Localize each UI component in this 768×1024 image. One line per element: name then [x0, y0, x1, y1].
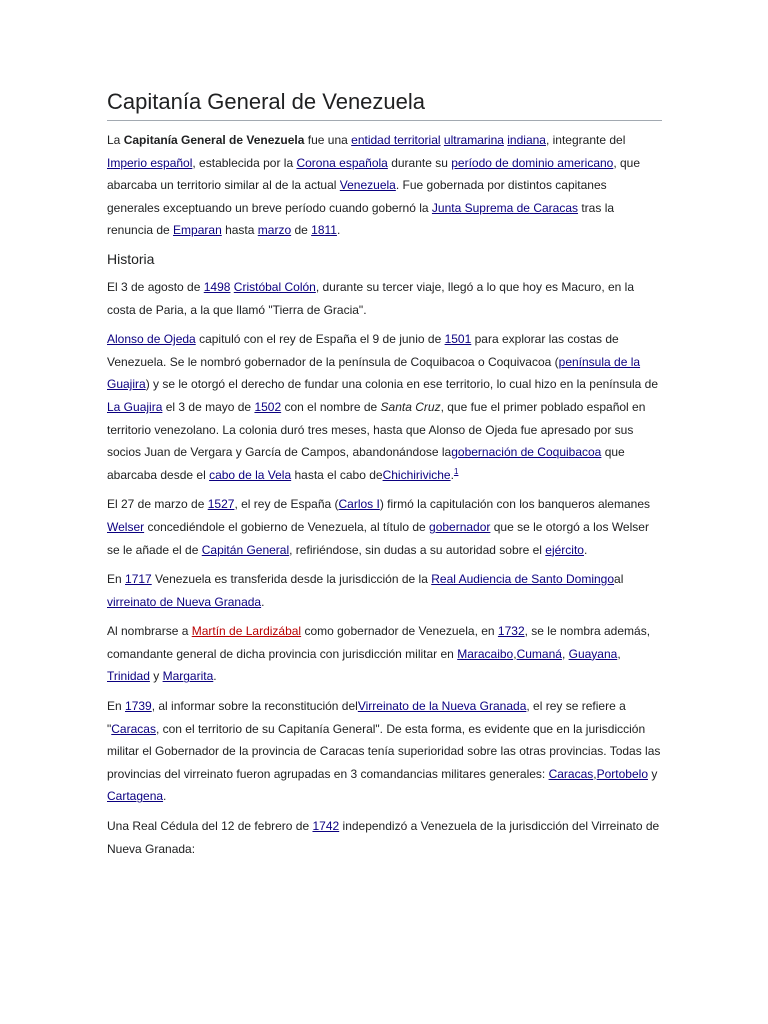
link-marzo[interactable]: marzo — [257, 223, 292, 238]
text-run: hasta el cabo de — [291, 467, 383, 482]
page-title: Capitanía General de Venezuela — [107, 88, 662, 121]
link-carlos-i[interactable]: Carlos I — [338, 497, 380, 512]
text-run: Venezuela es transferida desde la jurisdicción de la — [151, 572, 432, 587]
text-run: , con el territorio de su Capitanía General". De esta forma, es evidente que en la jurisdicción militar el Gobernador de la provincia de Caracas tenía superioridad sobre las otras provincias. Todas las provincias del virreinato fueron agrupadas en 3 comandancias militares generales: — [107, 721, 661, 781]
text-run: . — [261, 594, 265, 609]
history-paragraph — [107, 620, 662, 688]
text-run: concediéndole el gobierno de Venezuela, al título de — [144, 519, 430, 534]
link-margarita[interactable]: Margarita — [162, 669, 214, 684]
link-imperio-espanol[interactable]: Imperio español — [107, 155, 193, 170]
text-run: capituló con el rey de España el 9 de junio de — [195, 332, 445, 347]
text-run: Al nombrarse a — [107, 624, 192, 639]
link-1527[interactable]: 1527 — [207, 497, 235, 512]
link-entidad-territorial[interactable]: entidad territorial — [351, 133, 441, 147]
text-run: el 3 de mayo de — [162, 399, 255, 414]
link-la-guajira[interactable]: La Guajira — [107, 399, 163, 414]
italic-term: Santa Cruz — [380, 399, 441, 414]
text-run: , refiriéndose, sin dudas a su autoridad sobre el — [289, 542, 546, 557]
bold-term: Capitanía General de Venezuela — [123, 133, 305, 147]
text-run: independizó a Venezuela de la jurisdicción del Virreinato de Nueva Granada: — [107, 819, 660, 856]
link-caracas-2[interactable]: Caracas — [548, 766, 594, 781]
link-caracas[interactable]: Caracas — [111, 721, 156, 736]
text-run: , que fue el primer poblado español en territorio venezolano. La colonia duró tres meses, hasta que Alonso de Ojeda fue apresado por sus socios Juan de Vergara y García de Campos, abandonándose la — [107, 399, 646, 460]
text-run: , establecida por la — [192, 155, 297, 170]
text-run: , se le nombra además, comandante general de dicha provincia con jurisdicción militar en — [107, 624, 651, 661]
link-1502[interactable]: 1502 — [254, 399, 282, 414]
text-run: que abarcaba desde el — [107, 445, 625, 482]
text-run: , al informar sobre la reconstitución del — [151, 699, 358, 714]
text-run: El 3 de agosto de — [107, 279, 204, 294]
link-emparan[interactable]: Emparan — [173, 223, 222, 238]
text-run: con el nombre de — [281, 399, 381, 414]
link-gobernador[interactable]: gobernador — [429, 519, 491, 534]
link-1717[interactable]: 1717 — [125, 572, 152, 587]
link-1732[interactable]: 1732 — [497, 624, 525, 639]
link-1739[interactable]: 1739 — [125, 699, 152, 714]
text-run: , el rey se refiere a " — [107, 699, 626, 736]
text-run: de — [291, 223, 312, 238]
text-run: al — [614, 572, 624, 587]
link-1742[interactable]: 1742 — [312, 819, 340, 834]
link-martin-de-lardizabal[interactable]: Martín de Lardizábal — [191, 624, 302, 639]
history-paragraph — [107, 276, 662, 321]
link-1498[interactable]: 1498 — [203, 279, 231, 294]
history-paragraph — [107, 815, 662, 860]
link-ultramarina[interactable]: ultramarina — [443, 133, 504, 147]
text-run: ) firmó la capitulación con los banqueros alemanes — [379, 497, 650, 512]
text-run: . — [450, 467, 454, 482]
text-run: , el rey de España ( — [234, 497, 339, 512]
text-run: , — [513, 646, 517, 661]
text-run: El 27 de marzo de — [107, 497, 208, 512]
text-run: como gobernador de Venezuela, en — [301, 624, 498, 639]
link-cristobal-colon[interactable]: Cristóbal Colón — [233, 279, 316, 294]
article — [107, 88, 662, 867]
text-run: La — [107, 133, 124, 147]
link-capitan-general[interactable]: Capitán General — [201, 542, 290, 557]
link-cumana[interactable]: Cumaná — [516, 646, 562, 661]
text-run: . — [583, 542, 588, 557]
link-periodo-dominio[interactable]: período de dominio americano — [451, 155, 614, 170]
history-paragraph — [107, 695, 662, 808]
text-run: . — [336, 223, 341, 238]
link-trinidad[interactable]: Trinidad — [107, 669, 150, 684]
link-maracaibo[interactable]: Maracaibo — [457, 646, 514, 661]
text-run: y — [648, 766, 658, 781]
link-virreinato-de-la-nueva-granada[interactable]: Virreinato de la Nueva Granada — [357, 699, 527, 714]
link-junta-suprema[interactable]: Junta Suprema de Caracas — [431, 200, 579, 215]
text-run: Una Real Cédula del 12 de febrero de — [107, 819, 313, 834]
link-peninsula-guajira[interactable]: península de la Guajira — [107, 354, 641, 392]
text-run: , — [617, 646, 621, 661]
text-run: hasta — [221, 223, 258, 238]
text-run: y — [149, 669, 163, 684]
text-run: durante su — [387, 155, 452, 170]
history-paragraph — [107, 328, 662, 486]
history-paragraph — [107, 493, 662, 561]
link-corona-espanola[interactable]: Corona española — [296, 155, 388, 170]
link-chichiriviche[interactable]: Chichiriviche — [382, 467, 451, 482]
footnote-sup — [454, 467, 458, 476]
link-welser[interactable]: Welser — [107, 519, 145, 534]
history-paragraph — [107, 568, 662, 613]
link-1811[interactable]: 1811 — [311, 223, 337, 238]
text-run: fue una — [304, 133, 352, 147]
footnote-ref-1[interactable]: 1 — [453, 466, 459, 476]
text-run: , integrante del — [545, 133, 626, 147]
text-run: que se le otorgó a los Welser se le añade el de — [107, 519, 649, 557]
link-indiana[interactable]: indiana — [507, 133, 546, 147]
text-run: , durante su tercer viaje, llegó a lo que hoy es Macuro, en la costa de Paria, a la que llamó "Tierra de Gracia". — [107, 279, 635, 317]
link-real-audiencia-santo-domingo[interactable]: Real Audiencia de Santo Domingo — [431, 572, 615, 587]
text-run: En — [107, 572, 126, 587]
section-heading-historia: Historia — [107, 250, 155, 267]
text-run: . — [163, 789, 167, 804]
text-run: para explorar las costas de Venezuela. Se le nombró gobernador de la península de Coquibacoa o Coquivacoa ( — [107, 332, 619, 369]
link-guayana[interactable]: Guayana — [568, 646, 618, 661]
text-run: . — [213, 669, 217, 684]
text-run: . Fue gobernada por distintos capitanes generales exceptuando un breve período cuando gobernó la — [107, 178, 607, 215]
link-alonso-de-ojeda[interactable]: Alonso de Ojeda — [107, 332, 196, 347]
link-cabo-de-la-vela[interactable]: cabo de la Vela — [209, 467, 292, 482]
link-cartagena[interactable]: Cartagena — [107, 789, 164, 804]
text-run: ) y se le otorgó el derecho de fundar una colonia en ese territorio, lo cual hizo en la península de — [145, 377, 659, 392]
text-run: , — [561, 646, 569, 661]
intro-paragraph — [107, 129, 662, 242]
text-run: , — [593, 766, 597, 781]
link-gobernacion-coquibacoa[interactable]: gobernación de Coquibacoa — [451, 445, 602, 460]
history-section — [107, 276, 662, 860]
text-run: En — [107, 699, 126, 714]
text-run: , que abarcaba un territorio similar al de la actual — [107, 155, 641, 193]
text-run: tras la renuncia de — [107, 200, 615, 238]
link-ejercito[interactable]: ejército — [545, 542, 584, 557]
link-1501[interactable]: 1501 — [444, 332, 472, 347]
link-venezuela[interactable]: Venezuela — [339, 178, 396, 193]
link-portobelo[interactable]: Portobelo — [596, 766, 648, 781]
link-virreinato-nueva-granada[interactable]: virreinato de Nueva Granada — [107, 594, 262, 609]
